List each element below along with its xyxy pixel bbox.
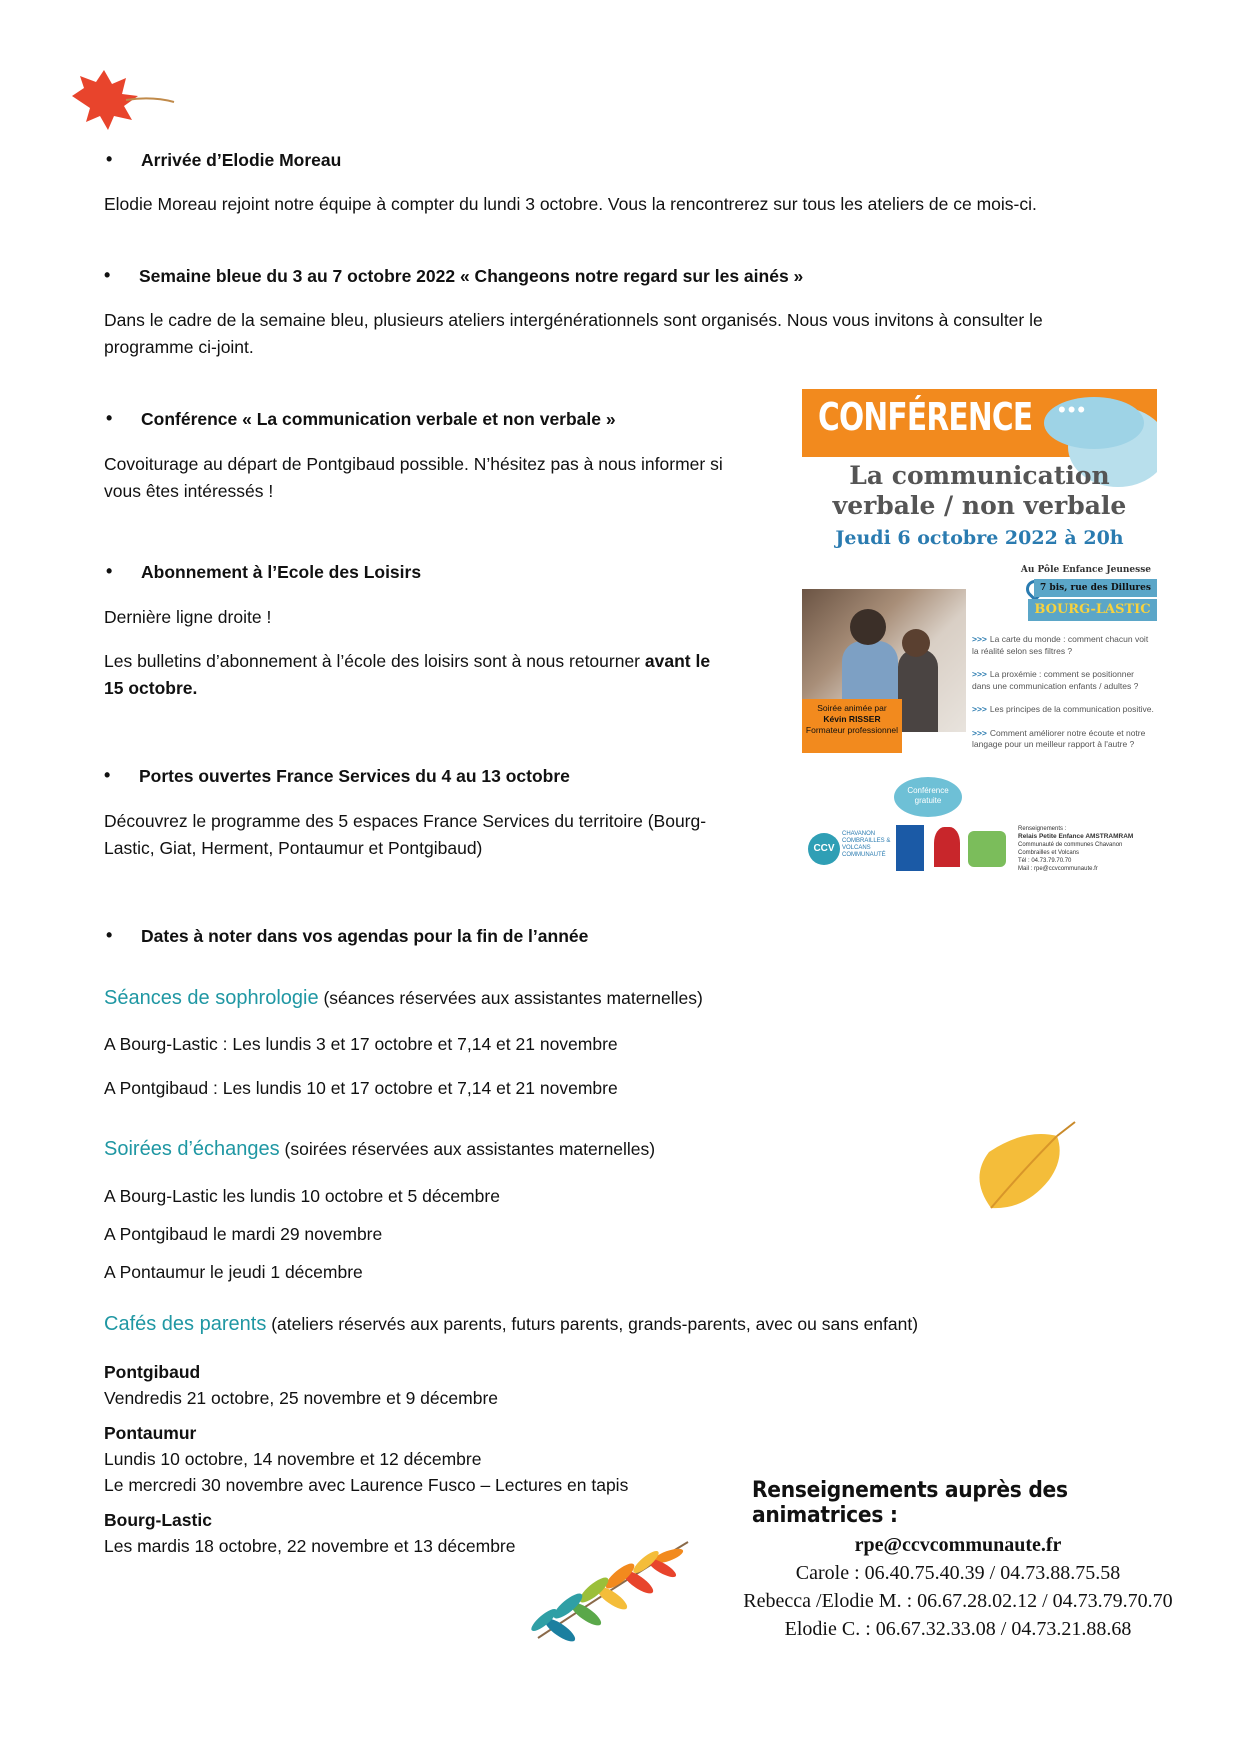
cafes-place-2-dates-2: Le mercredi 30 novembre avec Laurence Fusco – Lectures en tapis	[104, 1475, 629, 1495]
poster-free-bubble: Conférence gratuite	[894, 777, 962, 817]
poster-conf-label: CONFÉRENCE	[818, 395, 1033, 439]
poster-topics: >>> La carte du monde : comment chacun voit la réalité selon ses filtres ? >>> La proxémie : comment se positionner dans une communication enfants / adultes ? >>> Les principes de la communication positive. >>> Comment améliorer notre écoute et notre langage pour un meilleur rapport à l'autre ?	[972, 634, 1154, 749]
cafes-place-3-dates: Les mardis 18 octobre, 22 novembre et 13 décembre	[104, 1536, 516, 1556]
sophro-title-line: Séances de sophrologie (séances réservées aux assistantes maternelles)	[104, 987, 703, 1009]
conference-poster	[802, 389, 1157, 889]
text-ecole-loisirs-2: Les bulletins d’abonnement à l’école des loisirs sont à nous retourner avant le	[104, 651, 711, 671]
cafes-place-2: Pontaumur	[104, 1423, 197, 1443]
poster-town: BOURG-LASTIC	[1028, 599, 1157, 621]
contact-rebecca-elodie: Rebecca /Elodie M. : 06.67.28.02.12 / 04.73.79.70.70	[743, 1590, 1173, 1612]
ellipsis-icon: •••	[1058, 397, 1088, 422]
cafes-place-1-dates: Vendredis 21 octobre, 25 novembre et 9 décembre	[104, 1388, 498, 1408]
soirees-line-3: A Pontaumur le jeudi 1 décembre	[104, 1262, 363, 1282]
sophro-line-1: A Bourg-Lastic : Les lundis 3 et 17 octobre et 7,14 et 21 novembre	[104, 1034, 618, 1054]
poster-contact: Renseignements : Relais Petite Enfance AMSTRAMRAM Communauté de communes Chavanon Combrailles et Volcans Tél : 04.73.79.70.70 Mail : rpe@ccvcommunaute.fr	[1018, 826, 1134, 872]
heading-ecole-loisirs: • Abonnement à l’Ecole des Loisirs	[141, 562, 421, 583]
poster-address: 7 bis, rue des Dillures	[1034, 579, 1157, 597]
contact-carole: Carole : 06.40.75.40.39 / 04.73.88.75.58	[795, 1562, 1121, 1584]
heading-france-services: • Portes ouvertes France Services du 4 au 13 octobre	[139, 766, 570, 787]
heading-dates: • Dates à noter dans vos agendas pour la fin de l’année	[141, 926, 588, 947]
poster-date: Jeudi 6 octobre 2022 à 20h	[835, 527, 1124, 549]
text-semaine-bleue-1: Dans le cadre de la semaine bleu, plusieurs ateliers intergénérationnels sont organisés. Nous vous invitons à consulter le	[104, 310, 1043, 330]
text-ecole-loisirs-1: Dernière ligne droite !	[104, 607, 272, 627]
heading-arrivee: • Arrivée d’Elodie Moreau	[141, 150, 341, 171]
poster-animator: Soirée animée par Kévin RISSER Formateur professionnel	[802, 699, 902, 753]
contact-email[interactable]: rpe@ccvcommunaute.fr	[854, 1534, 1062, 1556]
text-arrivee: Elodie Moreau rejoint notre équipe à compter du lundi 3 octobre. Vous la rencontrerez sur tous les ateliers de ce mois-ci.	[104, 194, 1037, 214]
soirees-line-1: A Bourg-Lastic les lundis 10 octobre et 5 décembre	[104, 1186, 500, 1206]
text-france-services-2: Lastic, Giat, Herment, Pontaumur et Pontgibaud)	[104, 838, 483, 858]
soirees-line-2: A Pontgibaud le mardi 29 novembre	[104, 1224, 383, 1244]
poster-title-1: La communication	[849, 461, 1110, 490]
cafes-place-1: Pontgibaud	[104, 1362, 201, 1382]
poster-title-2: verbale / non verbale	[832, 491, 1127, 520]
text-france-services-1: Découvrez le programme des 5 espaces France Services du territoire (Bourg-	[104, 811, 707, 831]
autumn-branch-icon	[528, 1538, 698, 1648]
poster-place: Au Pôle Enfance Jeunesse	[1020, 565, 1151, 575]
department-logo	[934, 827, 960, 867]
sophro-line-2: A Pontgibaud : Les lundis 10 et 17 octobre et 7,14 et 21 novembre	[104, 1078, 618, 1098]
reaap-logo	[968, 831, 1006, 867]
text-ecole-loisirs-3: 15 octobre.	[104, 678, 198, 698]
yellow-leaf-icon	[965, 1118, 1085, 1218]
poster-logos	[808, 825, 1153, 883]
contact-heading: Renseignements auprès des animatrices :	[752, 1478, 1068, 1528]
text-conference-1: Covoiturage au départ de Pontgibaud possible. N’hésitez pas à nous informer si	[104, 454, 723, 474]
heading-semaine-bleue: • Semaine bleue du 3 au 7 octobre 2022 « Changeons notre regard sur les ainés »	[139, 266, 803, 287]
cafes-place-3: Bourg-Lastic	[104, 1510, 212, 1530]
contact-elodie-c: Elodie C. : 06.67.32.33.08 / 04.73.21.88.68	[784, 1618, 1132, 1640]
caf-logo	[896, 825, 924, 871]
red-leaf-icon	[62, 66, 182, 136]
soirees-title-line: Soirées d’échanges (soirées réservées aux assistantes maternelles)	[104, 1138, 656, 1160]
ccv-logo: CCV	[808, 833, 840, 865]
cafes-title-line: Cafés des parents (ateliers réservés aux parents, futurs parents, grands-parents, avec ou sans enfant)	[104, 1313, 919, 1335]
ccv-logo-text: CHAVANON COMBRAILLES & VOLCANS COMMUNAUTÉ	[842, 831, 891, 858]
text-semaine-bleue-2: programme ci-joint.	[104, 337, 254, 357]
heading-conference: • Conférence « La communication verbale et non verbale »	[141, 409, 616, 430]
cafes-place-2-dates-1: Lundis 10 octobre, 14 novembre et 12 décembre	[104, 1449, 482, 1469]
text-conference-2: vous êtes intéressés !	[104, 481, 274, 501]
